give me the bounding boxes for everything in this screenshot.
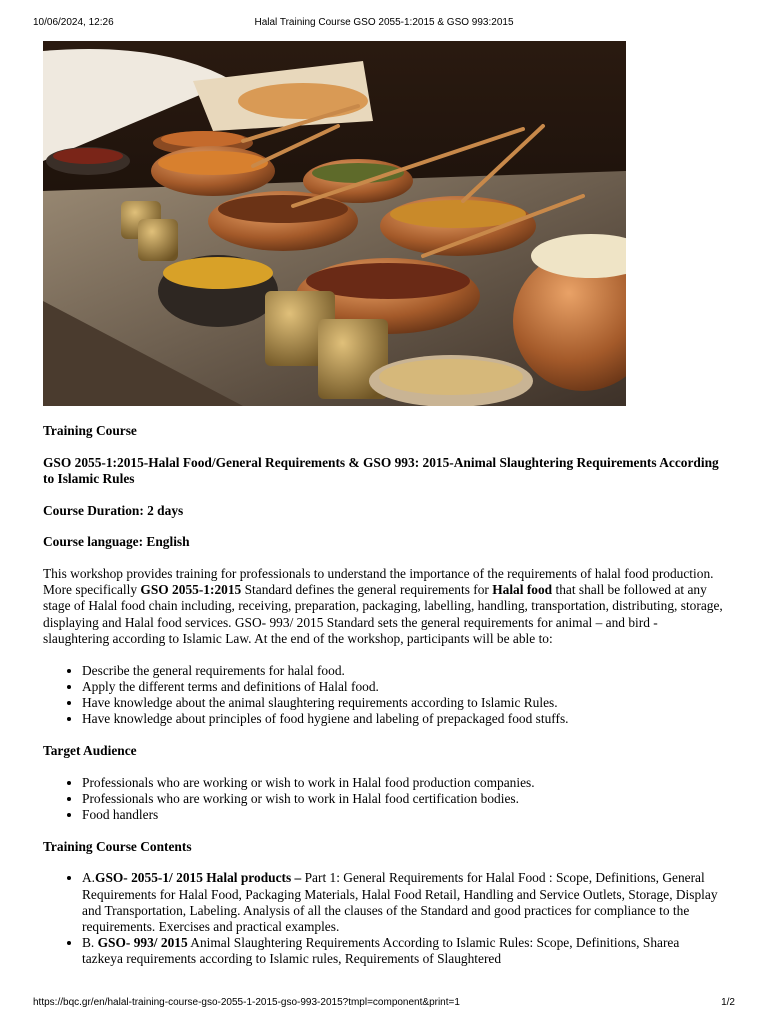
contents-list [43,870,723,967]
contents-heading: Training Course Contents [43,838,192,854]
print-url: https://bqc.gr/en/halal-training-course-gso-2055-1-2015-gso-993-2015?tmpl=component&print=1 [33,997,460,1008]
article-body [43,423,723,983]
print-footer [0,997,768,1011]
contents-bold: GSO- 2055-1/ 2015 Halal products – [95,870,302,886]
article-kicker: Training Course [43,423,137,438]
intro-bold-standard: GSO 2055-1:2015 [140,582,242,598]
audience-heading: Target Audience [43,742,137,758]
print-page-title: Halal Training Course GSO 2055-1:2015 & GSO 993:2015 [254,17,514,28]
contents-text: Animal Slaughtering Requirements According to Islamic Rules: Scope, Definitions, Sharea tazkeya requirements according to Islamic rules, Requirements of Slaughtered [82,935,680,967]
list-item: • Describe the general requirements for halal food. [82,663,723,679]
list-item [82,935,723,967]
course-duration: Course Duration: 2 days [43,502,184,518]
print-page-number: 1/2 [721,997,735,1008]
list-item: • Food handlers [82,807,723,823]
list-item: • Have knowledge about the animal slaughtering requirements according to Islamic Rules. [82,695,723,711]
contents-text: Part 1: General Requirements for Halal Food : Scope, Definitions, General Requirements for Halal Food, Packaging Materials, Halal Food Retail, Handling and Service Outlets, Storage, Display and Transportation, Labeling. Analysis of all the clauses of the Standard and good practices for compliance to the requirements. Exercises and practical examples. [82,870,718,934]
intro-text-1: This workshop provides training for professionals to understand the importance of the requirements of halal food production. More specifically [43,566,714,598]
objectives-list [43,663,723,728]
audience-list [43,775,723,824]
list-item [82,870,723,935]
intro-text-2: Standard defines the general requirements for [241,582,493,598]
contents-prefix: A. [82,870,96,886]
list-item: • Have knowledge about principles of food hygiene and labeling of prepackaged food stuffs. [82,711,723,727]
contents-bold: GSO- 993/ 2015 [97,935,188,951]
list-item: • Professionals who are working or wish to work in Halal food certification bodies. [82,791,723,807]
list-item: • Apply the different terms and definitions of Halal food. [82,679,723,695]
article-title: GSO 2055-1:2015-Halal Food/General Requirements & GSO 993: 2015-Animal Slaughtering Requirements According to Islamic Rules [43,454,719,486]
print-datetime: 10/06/2024, 12:26 [33,17,114,28]
contents-prefix: B. [82,935,98,951]
intro-paragraph [43,566,723,647]
print-header [0,17,768,31]
hero-image [43,41,626,406]
intro-bold-halal-food: Halal food [492,582,553,598]
list-item: • Professionals who are working or wish to work in Halal food production companies. [82,775,723,791]
course-language: Course language: English [43,534,190,550]
intro-text-3: that shall be followed at any stage of Halal food chain including, receiving, preparation, packaging, labelling, handling, transportation, distributing, storage, displaying and Halal food services. GSO- 993/ 2015 Standard sets the general requirements for animal – and bird - slaughtering according to Islamic Law. At the end of the workshop, participants will be able to: [43,582,723,646]
